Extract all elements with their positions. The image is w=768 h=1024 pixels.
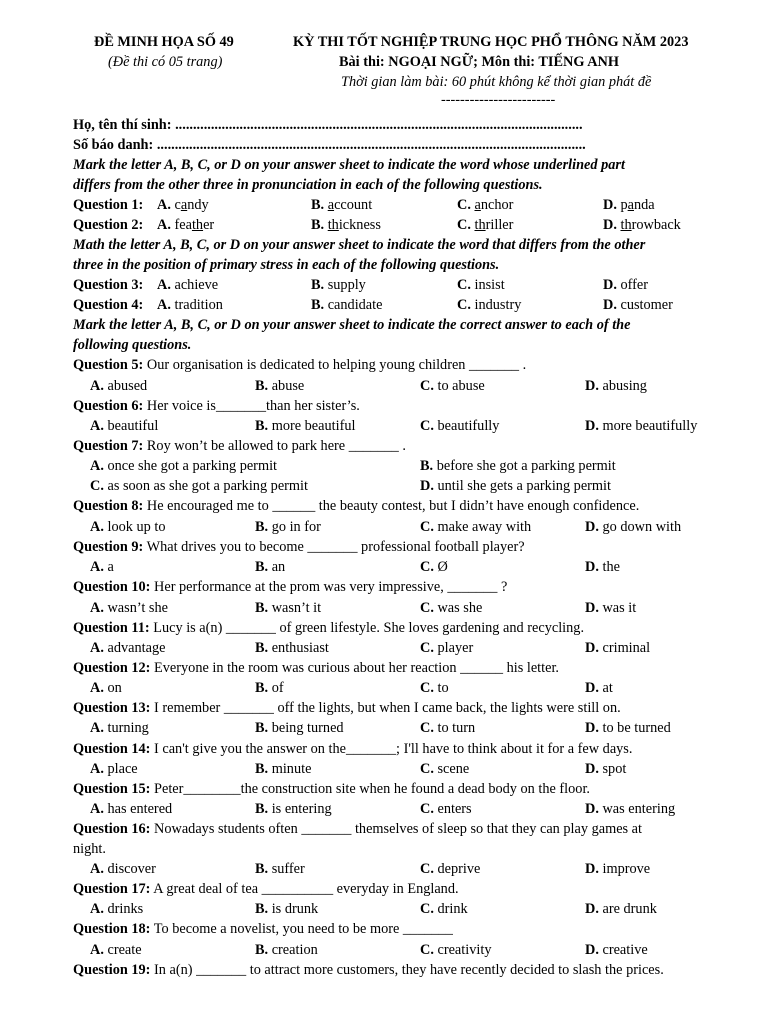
q16-option-a: A. discover	[90, 861, 156, 877]
q9-option-d: D. the	[585, 559, 620, 575]
q9-option-c: C. Ø	[420, 559, 448, 575]
option-c: C. thriller	[457, 217, 514, 233]
option-a: A. tradition	[157, 297, 223, 313]
q7-option-b: B. before she got a parking permit	[420, 458, 616, 474]
q6-option-c: C. beautifully	[420, 418, 500, 434]
q6-option-a: A. beautiful	[90, 418, 159, 434]
subject-line: Bài thi: NGOẠI NGỮ; Môn thi: TIẾNG ANH	[339, 54, 620, 70]
q12-option-b: B. of	[255, 680, 284, 696]
candidate-id-line	[73, 135, 586, 155]
q14-option-c: C. scene	[420, 761, 470, 777]
q18-option-d: D. creative	[585, 942, 648, 958]
question-label: Question 2:	[73, 217, 144, 233]
exam-code-title: ĐỀ MINH HỌA SỐ 49	[94, 34, 234, 50]
q17-option-b: B. is drunk	[255, 901, 319, 917]
q10-option-a: A. wasn’t she	[90, 600, 168, 616]
question-label: Question 1:	[73, 197, 144, 213]
question-16-stem-cont: night.	[73, 841, 106, 857]
option-a: A. candy	[157, 197, 209, 213]
option-b: B. candidate	[311, 297, 383, 313]
q12-option-a: A. on	[90, 680, 122, 696]
option-a: A. achieve	[157, 277, 219, 293]
q16-option-b: B. suffer	[255, 861, 305, 877]
q5-option-c: C. to abuse	[420, 378, 485, 394]
q16-option-d: D. improve	[585, 861, 651, 877]
option-b: B. account	[311, 197, 373, 213]
option-c: C. insist	[457, 277, 505, 293]
q13-option-c: C. to turn	[420, 720, 476, 736]
option-c: C. industry	[457, 297, 522, 313]
question-9-stem: Question 9: What drives you to become _______ professional football player?	[73, 539, 525, 555]
q14-option-b: B. minute	[255, 761, 312, 777]
option-d: D. panda	[603, 197, 655, 213]
q6-option-d: D. more beautifully	[585, 418, 698, 434]
page-count-note: (Đề thi có 05 trang)	[108, 54, 223, 70]
option-d: D. customer	[603, 297, 673, 313]
q11-option-d: D. criminal	[585, 640, 651, 656]
option-b: B. supply	[311, 277, 366, 293]
question-14-stem: Question 14: I can't give you the answer on the_______; I'll have to think about it for a few days.	[73, 741, 633, 757]
instruction-pronunciation-2: differs from the other three in pronunciation in each of the following questions.	[73, 177, 543, 193]
question-label: Question 3:	[73, 277, 144, 293]
q8-option-d: D. go down with	[585, 519, 682, 535]
candidate-name-label: Họ, tên thí sinh:	[73, 117, 172, 133]
question-2	[73, 215, 763, 235]
q7-option-c: C. as soon as she got a parking permit	[90, 478, 308, 494]
q6-option-b: B. more beautiful	[255, 418, 356, 434]
q11-option-a: A. advantage	[90, 640, 166, 656]
q15-option-b: B. is entering	[255, 801, 332, 817]
q7-option-a: A. once she got a parking permit	[90, 458, 278, 474]
q11-option-c: C. player	[420, 640, 474, 656]
question-13-stem: Question 13: I remember _______ off the lights, but when I came back, the lights were still on.	[73, 700, 621, 716]
q7-option-d: D. until she gets a parking permit	[420, 478, 611, 494]
candidate-id-dots: ........................................................................................................................	[156, 137, 586, 153]
q17-option-c: C. drink	[420, 901, 468, 917]
question-6-stem: Question 6: Her voice is_______than her sister’s.	[73, 398, 360, 414]
candidate-id-label: Số báo danh:	[73, 137, 154, 153]
instruction-correct-1: Mark the letter A, B, C, or D on your answer sheet to indicate the correct answer to each of the	[73, 317, 631, 333]
q9-option-b: B. an	[255, 559, 286, 575]
question-16-stem: Question 16: Nowadays students often _______ themselves of sleep so that they can play games at	[73, 821, 642, 837]
option-d: D. throwback	[603, 217, 681, 233]
q14-option-a: A. place	[90, 761, 138, 777]
candidate-name-dots: ..................................................................................................................	[175, 117, 583, 133]
q8-option-b: B. go in for	[255, 519, 321, 535]
q14-option-d: D. spot	[585, 761, 627, 777]
question-19-stem: Question 19: In a(n) _______ to attract more customers, they have recently decided to slash the prices.	[73, 962, 664, 978]
question-1	[73, 195, 763, 215]
q16-option-c: C. deprive	[420, 861, 481, 877]
q17-option-d: D. are drunk	[585, 901, 657, 917]
q10-option-b: B. wasn’t it	[255, 600, 322, 616]
q18-option-b: B. creation	[255, 942, 318, 958]
q12-option-c: C. to	[420, 680, 449, 696]
q10-option-c: C. was she	[420, 600, 483, 616]
q5-option-b: B. abuse	[255, 378, 305, 394]
q17-option-a: A. drinks	[90, 901, 144, 917]
q18-option-a: A. create	[90, 942, 142, 958]
instruction-pronunciation-1: Mark the letter A, B, C, or D on your answer sheet to indicate the word whose underlined part	[73, 157, 625, 173]
q8-option-c: C. make away with	[420, 519, 532, 535]
option-a: A. feather	[157, 217, 215, 233]
q15-option-a: A. has entered	[90, 801, 173, 817]
q10-option-d: D. was it	[585, 600, 637, 616]
q5-option-d: D. abusing	[585, 378, 647, 394]
instruction-stress-2: three in the position of primary stress in each of the following questions.	[73, 257, 500, 273]
q12-option-d: D. at	[585, 680, 613, 696]
q8-option-a: A. look up to	[90, 519, 166, 535]
q11-option-b: B. enthusiast	[255, 640, 329, 656]
time-note: Thời gian làm bài: 60 phút không kể thời gian phát đề	[341, 74, 652, 90]
question-15-stem: Question 15: Peter________the construction site when he found a dead body on the floor.	[73, 781, 590, 797]
instruction-stress-1: Math the letter A, B, C, or D on your answer sheet to indicate the word that differs from the other	[73, 237, 646, 253]
q13-option-a: A. turning	[90, 720, 149, 736]
option-d: D. offer	[603, 277, 649, 293]
option-b: B. thickness	[311, 217, 381, 233]
question-18-stem: Question 18: To become a novelist, you need to be more _______	[73, 921, 453, 937]
q15-option-c: C. enters	[420, 801, 472, 817]
candidate-name-line	[73, 115, 583, 135]
option-c: C. anchor	[457, 197, 514, 213]
header-divider: ------------------------	[441, 92, 556, 108]
q5-option-a: A. abused	[90, 378, 148, 394]
q13-option-b: B. being turned	[255, 720, 344, 736]
q15-option-d: D. was entering	[585, 801, 676, 817]
question-11-stem: Question 11: Lucy is a(n) _______ of green lifestyle. She loves gardening and recycling.	[73, 620, 585, 636]
question-10-stem: Question 10: Her performance at the prom was very impressive, _______ ?	[73, 579, 508, 595]
question-8-stem: Question 8: He encouraged me to ______ the beauty contest, but I didn’t have enough confidence.	[73, 498, 640, 514]
q18-option-c: C. creativity	[420, 942, 492, 958]
question-17-stem: Question 17: A great deal of tea __________ everyday in England.	[73, 881, 459, 897]
exam-title: KỲ THI TỐT NGHIỆP TRUNG HỌC PHỔ THÔNG NĂM 2023	[293, 34, 689, 50]
instruction-correct-2: following questions.	[73, 337, 192, 353]
question-3	[73, 275, 763, 295]
q13-option-d: D. to be turned	[585, 720, 671, 736]
question-4	[73, 295, 763, 315]
question-label: Question 4:	[73, 297, 144, 313]
q9-option-a: A. a	[90, 559, 114, 575]
question-12-stem: Question 12: Everyone in the room was curious about her reaction ______ his letter.	[73, 660, 560, 676]
question-7-stem: Question 7: Roy won’t be allowed to park here _______ .	[73, 438, 406, 454]
question-5-stem: Question 5: Our organisation is dedicated to helping young children _______ .	[73, 357, 527, 373]
